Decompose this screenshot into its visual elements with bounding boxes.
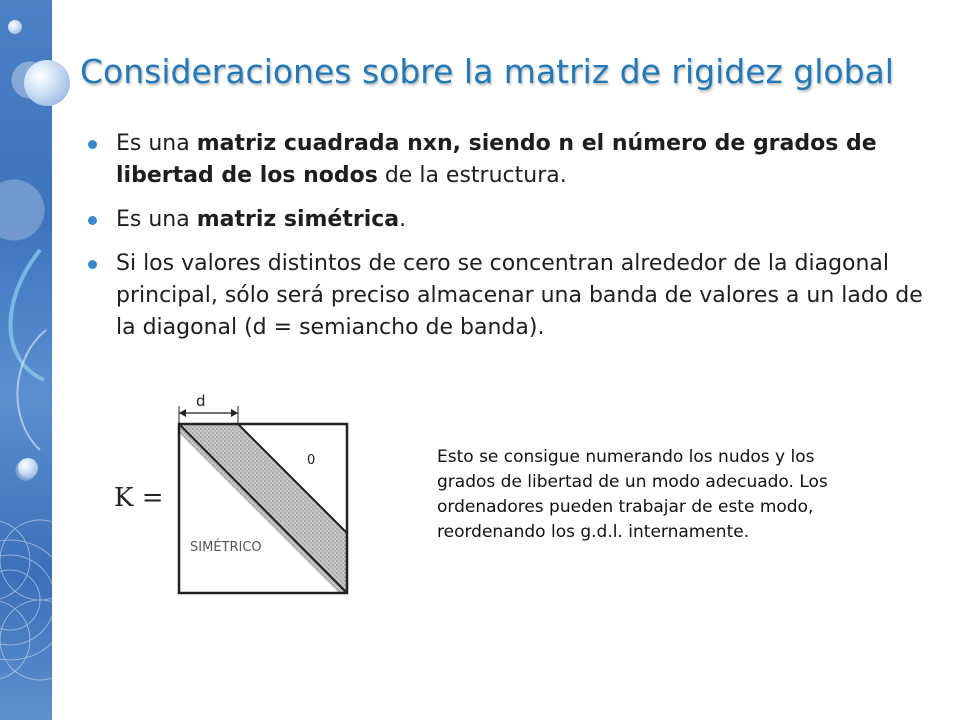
decorative-bubble: [24, 60, 70, 106]
bullet-item: [88, 204, 928, 236]
bullet-item: [88, 128, 928, 192]
bullet-dot-icon: [88, 216, 97, 225]
arrow-head-right: [231, 409, 238, 417]
bullet-list: [88, 128, 928, 356]
bullet-text: .: [399, 207, 407, 232]
bullet-text: Si los valores distintos de cero se concentran alrededor de la diagonal principal, sólo será preciso almacenar una banda de valores a un lado de la diagonal (d = semiancho de banda).: [116, 251, 923, 340]
bullet-text: Es una: [116, 131, 197, 156]
bullet-text: Es una: [116, 207, 197, 232]
bullet-dot-icon: [88, 260, 97, 269]
bullet-text: de la estructura.: [377, 163, 567, 188]
band-matrix-figure: [112, 388, 362, 603]
note-line: grados de libertad de un modo adecuado. Los: [437, 472, 828, 492]
zero-label: 0: [307, 453, 316, 468]
side-panel-pattern: [0, 0, 52, 720]
bullet-text-bold: matriz simétrica: [196, 207, 400, 232]
symmetric-label: SIMÉTRICO: [190, 540, 262, 555]
bullet-item: [88, 248, 928, 344]
note-line: Esto se consigue numerando los nudos y los: [437, 447, 815, 467]
decorative-bubble: [8, 20, 22, 34]
decorative-bubble: [18, 458, 38, 478]
note-paragraph: [437, 445, 897, 545]
matrix-symbol: K =: [114, 483, 164, 513]
bullet-dot-icon: [88, 140, 97, 149]
bullet-text-bold: matriz cuadrada nxn, siendo n el número de grados de libertad de los nodos: [116, 131, 877, 188]
bandwidth-label: d: [196, 392, 206, 410]
slide-title: Consideraciones sobre la matriz de rigidez global: [80, 52, 894, 91]
arrow-head-left: [179, 409, 186, 417]
note-line: reordenando los g.d.l. internamente.: [437, 522, 750, 542]
decorative-side-panel: [0, 0, 52, 720]
note-line: ordenadores pueden trabajar de este modo,: [437, 497, 814, 517]
